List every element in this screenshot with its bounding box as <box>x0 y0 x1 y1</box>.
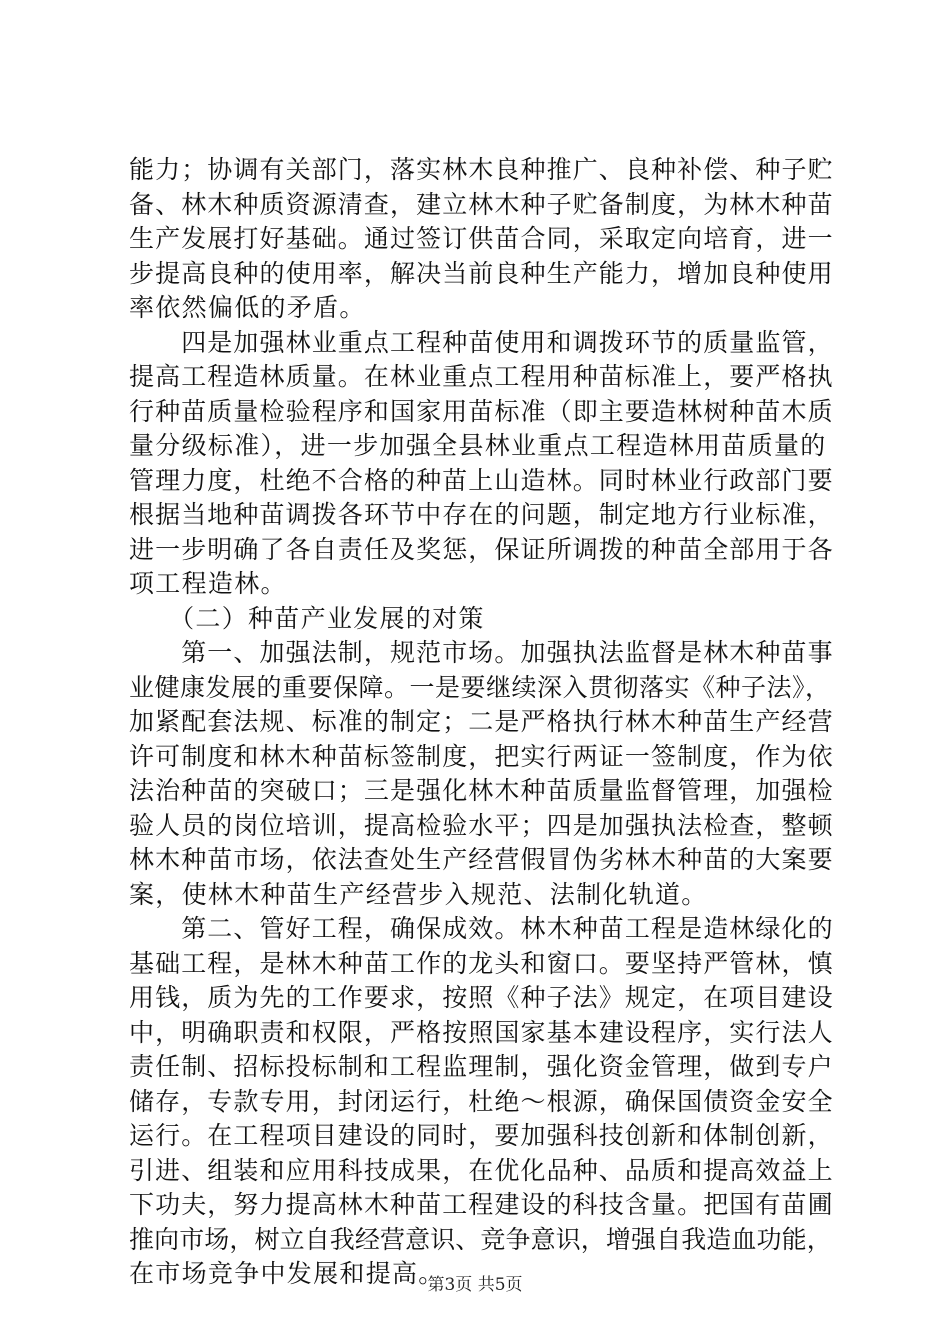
text-line: 行种苗质量检验程序和国家用苗标准（即主要造林树种苗木质 <box>129 396 834 426</box>
text-line: 案，使林木种苗生产经营步入规范、法制化轨道。 <box>129 879 708 909</box>
text-line: 引进、组装和应用科技成果，在优化品种、品质和提高效益上 <box>129 1155 834 1185</box>
text-line: 运行。在工程项目建设的同时，要加强科技创新和体制创新， <box>129 1121 834 1150</box>
text-line: 备、林木种质资源清查，建立林木种子贮备制度，为林木种苗 <box>129 189 834 219</box>
text-line: 四是加强林业重点工程种苗使用和调拨环节的质量监管， <box>129 327 834 357</box>
text-line: 下功夫，努力提高林木种苗工程建设的科技含量。把国有苗圃 <box>129 1190 834 1219</box>
page-number-footer: 第3页 共5页 <box>427 1275 523 1295</box>
text-line: 项工程造林。 <box>129 569 287 598</box>
text-line: 生产发展打好基础。通过签订供苗合同，采取定向培育，进一 <box>129 224 834 253</box>
text-line: 加紧配套法规、标准的制定；二是严格执行林木种苗生产经营 <box>129 707 834 736</box>
text-line: 步提高良种的使用率，解决当前良种生产能力，增加良种使用 <box>129 258 834 288</box>
section-heading: （二）种苗产业发展的对策 <box>129 603 485 633</box>
text-line: 在市场竞争中发展和提高。 <box>129 1259 445 1288</box>
text-line: 量分级标准），进一步加强全县林业重点工程造林用苗质量的 <box>129 431 827 460</box>
text-line: 许可制度和林木种苗标签制度，把实行两证一签制度，作为依 <box>129 741 834 771</box>
text-line: 第一、加强法制，规范市场。加强执法监督是林木种苗事 <box>129 638 834 667</box>
text-line: 率依然偏低的矛盾。 <box>129 293 366 322</box>
text-line: 能力；协调有关部门，落实林木良种推广、良种补偿、种子贮 <box>129 155 834 184</box>
text-line: 业健康发展的重要保障。一是要继续深入贯彻落实《种子法》， <box>129 672 831 702</box>
text-line: 验人员的岗位培训，提高检验水平；四是加强执法检查，整顿 <box>129 810 834 840</box>
text-line: 第二、管好工程，确保成效。林木种苗工程是造林绿化的 <box>129 914 834 943</box>
text-line: 基础工程，是林木种苗工作的龙头和窗口。要坚持严管林，慎 <box>129 948 834 978</box>
text-line: 管理力度，杜绝不合格的种苗上山造林。同时林业行政部门要 <box>129 465 834 495</box>
text-line: 提高工程造林质量。在林业重点工程用种苗标准上，要严格执 <box>129 362 834 391</box>
text-line: 储存，专款专用，封闭运行，杜绝～根源，确保国债资金安全 <box>129 1086 834 1116</box>
text-line: 用钱，质为先的工作要求，按照《种子法》规定，在项目建设 <box>129 983 834 1012</box>
text-line: 推向市场，树立自我经营意识、竞争意识，增强自我造血功能， <box>129 1224 832 1254</box>
text-line: 林木种苗市场，依法查处生产经营假冒伪劣林木种苗的大案要 <box>129 845 834 874</box>
text-line: 法治种苗的突破口；三是强化林木种苗质量监督管理，加强检 <box>129 776 834 805</box>
document-body <box>129 153 834 1292</box>
text-line: 进一步明确了各自责任及奖惩，保证所调拨的种苗全部用于各 <box>129 534 834 564</box>
text-line: 责任制、招标投标制和工程监理制，强化资金管理，做到专户 <box>129 1052 834 1081</box>
text-line: 中，明确职责和权限，严格按照国家基本建设程序，实行法人 <box>129 1017 834 1047</box>
text-line: 根据当地种苗调拨各环节中存在的问题，制定地方行业标准， <box>129 500 834 529</box>
